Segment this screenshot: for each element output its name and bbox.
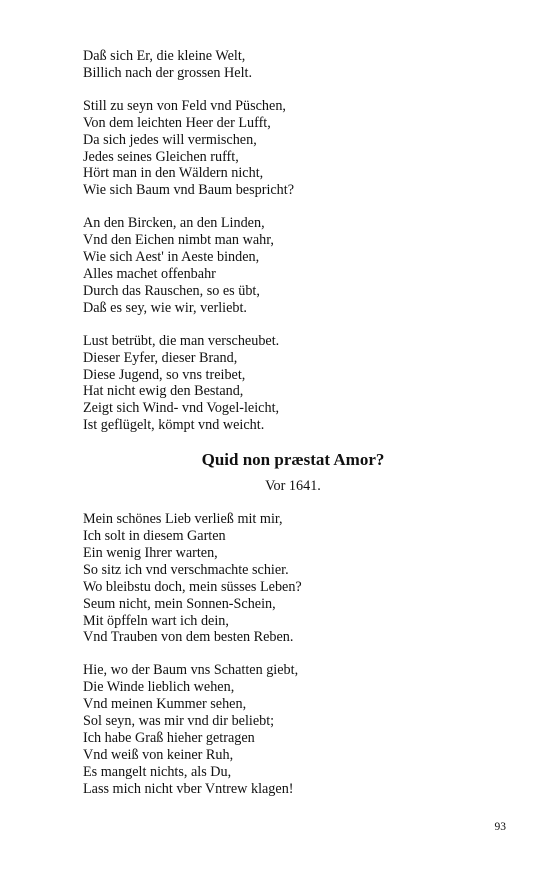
- verse-line: Es mangelt nichts, als Du,: [83, 763, 232, 780]
- verse-line: Mein schönes Lieb verließ mit mir,: [83, 511, 283, 528]
- verse-line: Vnd den Eichen nimbt man wahr,: [83, 232, 274, 249]
- verse-line: Hie, wo der Baum vns Schatten giebt,: [83, 662, 299, 679]
- verse-line: Lust betrübt, die man verscheubet.: [83, 332, 280, 349]
- verse-line: Wie sich Baum vnd Baum bespricht?: [83, 182, 295, 199]
- verse-line: Lass mich nicht vber Vntrew klagen!: [83, 780, 294, 797]
- verse-line: Daß es sey, wie wir, verliebt.: [83, 299, 247, 316]
- verse-line: Mit öpffeln wart ich dein,: [83, 612, 229, 629]
- stanza: [83, 333, 503, 434]
- verse-line: Dieser Eyfer, dieser Brand,: [83, 349, 238, 366]
- stanza: [83, 511, 503, 646]
- verse-line: Ist geflügelt, kömpt vnd weicht.: [83, 417, 265, 434]
- poem-date: Vor 1641.: [265, 478, 321, 495]
- verse-line: Von dem leichten Heer der Lufft,: [83, 114, 271, 131]
- verse-line: Ich solt in diesem Garten: [83, 528, 226, 545]
- verse-line: Still zu seyn von Feld vnd Püschen,: [83, 97, 286, 114]
- verse-line: An den Bircken, an den Linden,: [83, 215, 265, 232]
- verse-line: Ein wenig Ihrer warten,: [83, 544, 218, 561]
- verse-line: Billich nach der grossen Helt.: [83, 64, 253, 81]
- verse-line: Hat nicht ewig den Bestand,: [83, 383, 244, 400]
- verse-line: Vnd meinen Kummer sehen,: [83, 696, 247, 713]
- stanza: [83, 662, 503, 797]
- verse-line: Die Winde lieblich wehen,: [83, 679, 235, 696]
- verse-line: Jedes seines Gleichen rufft,: [83, 148, 239, 165]
- stanza: [83, 215, 503, 316]
- verse-line: Wo bleibstu doch, mein süsses Leben?: [83, 578, 302, 595]
- verse-line: So sitz ich vnd verschmachte schier.: [83, 561, 289, 578]
- verse-line: Da sich jedes will vermischen,: [83, 131, 257, 148]
- verse-line: Vnd weiß von keiner Ruh,: [83, 746, 234, 763]
- verse-line: Alles machet offenbahr: [83, 265, 216, 282]
- verse-line: Zeigt sich Wind- vnd Vogel-leicht,: [83, 400, 280, 417]
- verse-line: Diese Jugend, so vns treibet,: [83, 366, 246, 383]
- verse-line: Wie sich Aest' in Aeste binden,: [83, 249, 260, 266]
- verse-line: Vnd Trauben von dem besten Reben.: [83, 629, 294, 646]
- text-block: [83, 48, 503, 814]
- stanza: [83, 48, 503, 82]
- verse-line: Seum nicht, mein Sonnen-Schein,: [83, 595, 276, 612]
- verse-line: Durch das Rauschen, so es übt,: [83, 282, 260, 299]
- page-number: 93: [494, 821, 506, 833]
- poem-title: Quid non præstat Amor?: [201, 450, 385, 470]
- verse-line: Ich habe Graß hieher getragen: [83, 730, 255, 746]
- verse-line: Sol seyn, was mir vnd dir beliebt;: [83, 713, 275, 730]
- stanza: [83, 98, 503, 199]
- verse-line: Hört man in den Wäldern nicht,: [83, 165, 264, 182]
- verse-line: Daß sich Er, die kleine Welt,: [83, 48, 246, 64]
